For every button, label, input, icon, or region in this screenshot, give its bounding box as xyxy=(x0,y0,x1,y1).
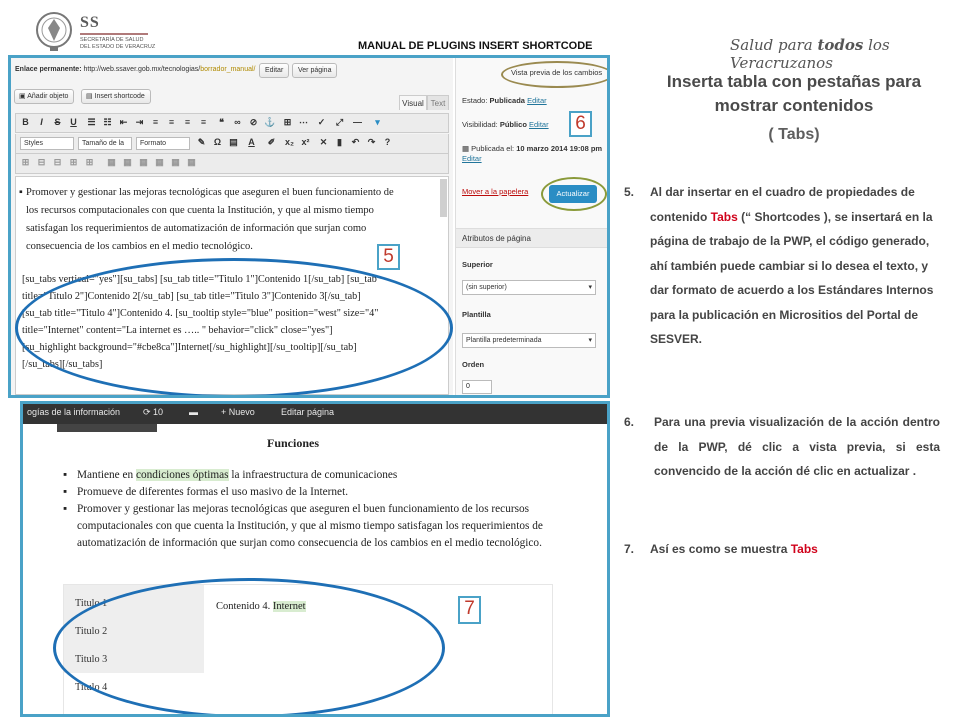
close-x-icon[interactable]: ✕ xyxy=(319,137,328,147)
cell-props-icon[interactable]: ▦ xyxy=(139,157,148,167)
functions-title: Funciones xyxy=(266,436,319,450)
blockquote-icon[interactable]: ❝ xyxy=(219,117,224,127)
published-label: Publicada el: xyxy=(471,144,515,153)
row-props-icon[interactable]: ▦ xyxy=(155,157,164,167)
col-insert-icon[interactable]: ⊞ xyxy=(69,157,78,167)
chevron-down-icon: ▾ xyxy=(588,337,592,344)
step-5 xyxy=(624,180,940,352)
subscript-icon[interactable]: x₂ xyxy=(284,137,294,147)
table-props-icon[interactable]: ⊞ xyxy=(21,157,30,167)
step-6 xyxy=(624,410,940,484)
text-color-icon[interactable]: A xyxy=(248,137,255,147)
media-icon: ▣ xyxy=(19,93,28,100)
chevron-down-icon: ▾ xyxy=(588,284,592,291)
editor-screenshot xyxy=(8,55,610,398)
anchor-icon[interactable]: ⚓ xyxy=(264,117,276,127)
section-subheading: ( Tabs) xyxy=(768,126,820,143)
tab-titulo-3[interactable]: Titulo 3 xyxy=(75,654,108,665)
redo-icon[interactable]: ↷ xyxy=(367,137,376,147)
bullet-icon: ▪ xyxy=(19,187,23,198)
editor-panel xyxy=(11,58,453,395)
bullet-icon: ▪ xyxy=(63,469,68,481)
step-5-text-before: Al dar insertar en el cuadro de propiedades de contenido xyxy=(650,185,915,224)
page-attributes-title: Atributos de página xyxy=(456,228,610,248)
step-6-text: Para una previa visualización de la acción dentro de la PWP, dé clic a vista previa, si esta convencido de la acción dé clic en actualizar . xyxy=(654,415,940,478)
admin-comments[interactable] xyxy=(143,407,163,418)
parent-select[interactable] xyxy=(462,280,596,295)
styles-select[interactable]: Styles xyxy=(20,137,74,150)
insert-more-icon[interactable]: ⋯ xyxy=(299,117,308,127)
callout-number-6: 6 xyxy=(569,111,592,137)
government-seal-logo xyxy=(34,10,74,52)
agency-divider xyxy=(80,33,148,35)
parent-label: Superior xyxy=(462,260,493,269)
slogan xyxy=(730,36,960,72)
refresh-icon: ⟳ xyxy=(143,407,154,417)
update-button[interactable]: Actualizar xyxy=(549,185,597,203)
edit-permalink-button[interactable]: Editar xyxy=(259,63,289,78)
format-select[interactable]: Formato xyxy=(136,137,190,150)
insert-shortcode-label: Insert shortcode xyxy=(94,93,145,100)
preview-screenshot xyxy=(20,401,610,717)
align-justify-icon[interactable]: ≡ xyxy=(200,117,207,127)
preview-changes-button[interactable]: Vista previa de los cambios xyxy=(511,68,603,77)
template-select[interactable] xyxy=(462,333,596,348)
agency-abbr: SS xyxy=(80,14,100,31)
callout-number-5: 5 xyxy=(377,244,400,270)
publish-sidebar xyxy=(455,58,610,395)
preview-highlight-ellipse xyxy=(501,61,610,88)
split-cells-icon[interactable]: ▦ xyxy=(123,157,132,167)
template-select-value: Plantilla predeterminada xyxy=(466,337,542,344)
order-input[interactable]: 0 xyxy=(462,380,492,394)
calendar-icon: ▦ xyxy=(462,144,472,153)
merge-cells-icon[interactable]: ▦ xyxy=(107,157,116,167)
toolbar-toggle-icon[interactable]: ▾ xyxy=(375,117,380,127)
admin-comments-count: 10 xyxy=(153,407,164,417)
align-right-icon[interactable]: ≡ xyxy=(184,117,191,127)
outdent-icon[interactable]: ⇤ xyxy=(119,117,128,127)
tab-visual[interactable]: Visual xyxy=(399,95,427,110)
align-center-icon[interactable]: ≡ xyxy=(168,117,175,127)
status-value: Publicada xyxy=(489,96,525,105)
functions-list xyxy=(63,467,553,552)
paste-icon[interactable]: ▤ xyxy=(229,137,238,147)
tab-titulo-1[interactable]: Titulo 1 xyxy=(75,598,108,609)
eraser-icon[interactable]: ✎ xyxy=(197,137,206,147)
bullet1-before: Mantiene en xyxy=(77,469,136,481)
callout-number-7: 7 xyxy=(458,596,481,624)
view-page-button[interactable]: Ver página xyxy=(292,63,337,78)
undo-icon[interactable]: ↶ xyxy=(351,137,360,147)
visibility-label: Visibilidad: xyxy=(462,120,498,129)
tabs-highlight-ellipse xyxy=(53,578,445,717)
order-label: Orden xyxy=(462,360,485,369)
special-char-icon[interactable]: Ω xyxy=(213,137,222,147)
plus-icon: + xyxy=(221,407,229,417)
superscript-icon[interactable]: x² xyxy=(301,137,310,147)
visibility-row xyxy=(462,120,549,129)
horizontal-rule-icon[interactable]: — xyxy=(353,117,362,127)
agency-name-line1: SECRETARÍA DE SALUD xyxy=(80,37,144,43)
numbered-list-icon[interactable]: ☷ xyxy=(103,117,112,127)
published-edit-row xyxy=(462,154,482,163)
visibility-value: Público xyxy=(499,120,527,129)
editor-body-text: Promover y gestionar las mejoras tecnológicas que aseguren el buen funcionamiento de los recursos computacionales con que cuenta la Institución, y que al mismo tiempo satisfagan los requerimientos de automatización de información que surjan como consecuencia de los cambios en el medio tecnológico. xyxy=(26,187,394,252)
add-object-button[interactable] xyxy=(14,89,74,104)
move-to-trash-link[interactable]: Mover a la papelera xyxy=(462,187,529,196)
bullet-icon: ▪ xyxy=(63,503,68,515)
step-5-highlight: Tabs xyxy=(710,209,738,224)
table-extra-icon[interactable]: ▦ xyxy=(187,157,196,167)
col-delete-icon[interactable]: ⊞ xyxy=(85,157,94,167)
fullscreen-icon[interactable]: ⤢ xyxy=(335,117,344,127)
template-label: Plantilla xyxy=(462,310,491,319)
status-label: Estado: xyxy=(462,96,488,105)
tab-content-text: Contenido 4. xyxy=(216,601,273,612)
generated-shortcode: [su_tabs vertical="yes"][su_tabs] [su_tab title="Titulo 1"]Contenido 1[/su_tab] [su_tab title="Titulo 2"]Contenido 2[/su_tab] [su_tab title="Titulo 3"]Contenido 3[/su_tab] [su_tab title="Titulo 4"]Contenido 4. [su_tooltip style="blue" position="west" size="4" title="Internet" content="La internet es ….. " behavior="click" close="yes"] [su_highlight background="#cbe8ca"]Internet[/su_highlight][/su_tooltip][/su_tab] [/su_tabs][/su_tabs] xyxy=(22,274,379,370)
tab-text[interactable]: Text xyxy=(427,95,449,110)
admin-bar xyxy=(23,404,607,424)
admin-site-name[interactable]: ogías de la información xyxy=(27,407,121,417)
published-edit-link[interactable]: Editar xyxy=(462,154,482,163)
published-date: 10 marzo 2014 19:08 pm xyxy=(516,144,603,153)
shortcode-highlight-ellipse xyxy=(15,258,453,398)
banner-image-strip xyxy=(57,424,157,432)
bullet1-after: la infraestructura de comunicaciones xyxy=(228,469,398,481)
published-row xyxy=(462,144,602,153)
tab-titulo-4[interactable]: Titulo 4 xyxy=(75,682,108,693)
editor-scrollbar[interactable] xyxy=(440,179,447,217)
step-7-highlight: Tabs xyxy=(790,542,818,556)
permalink-url[interactable]: http://web.ssaver.gob.mx/tecnologias/ xyxy=(83,66,201,73)
italic-icon[interactable]: I xyxy=(40,117,43,127)
bullet-icon: ▪ xyxy=(63,486,68,498)
bullet2-text: Promueve de diferentes formas el uso masivo de la Internet. xyxy=(77,486,349,498)
underline-icon[interactable]: U xyxy=(70,117,77,127)
spellcheck-icon[interactable]: ✓ xyxy=(317,117,326,127)
step-5-number: 5. xyxy=(624,185,635,199)
font-size-select[interactable]: Tamaño de la xyxy=(78,137,132,150)
step-7 xyxy=(624,537,940,562)
bullet-list-icon[interactable]: ☰ xyxy=(87,117,96,127)
bullet3-text: Promover y gestionar las mejoras tecnológicas que aseguren el buen funcionamiento de los recursos computacionales con que cuenta la Institución, y que al mismo tiempo satisfagan los requerimientos de automatización de información que surjan como consecuencia de los cambios en el medio tecnológico. xyxy=(77,503,543,549)
step-7-text-before: Así es como se muestra xyxy=(650,542,791,556)
shortcode-icon: ▤ xyxy=(86,93,95,100)
update-highlight-ellipse xyxy=(541,177,607,211)
list-item xyxy=(63,467,553,484)
unlink-icon[interactable]: ⊘ xyxy=(249,117,258,127)
row-insert-icon[interactable]: ⊟ xyxy=(37,157,46,167)
parent-select-value: (sin superior) xyxy=(466,284,507,291)
agency-name-line2: DEL ESTADO DE VERACRUZ xyxy=(80,44,156,50)
bullet1-highlight: condiciones óptimas xyxy=(135,469,229,481)
status-edit-link[interactable]: Editar xyxy=(527,96,547,105)
internet-tooltip-trigger[interactable]: Internet xyxy=(272,601,306,612)
list-item xyxy=(63,501,553,552)
media-library-icon[interactable]: ▮ xyxy=(337,137,342,147)
status-row xyxy=(462,96,547,105)
slogan-bold: todos xyxy=(817,36,864,54)
admin-new[interactable] xyxy=(221,407,255,417)
editor-bullet-text xyxy=(19,184,396,256)
permalink-slug[interactable]: borrador_manual/ xyxy=(200,66,256,73)
slogan-part2: los Veracruzanos xyxy=(730,36,890,72)
admin-new-label: Nuevo xyxy=(228,407,255,417)
admin-edit-page[interactable]: Editar página xyxy=(281,407,335,417)
agency-block xyxy=(80,14,200,51)
permalink-row xyxy=(15,66,255,73)
section-heading: Inserta tabla con pestañas para mostrar contenidos xyxy=(666,72,922,115)
delete-table-icon[interactable]: ▦ xyxy=(171,157,180,167)
editor-toolbar-row-1 xyxy=(15,113,449,133)
indent-icon[interactable]: ⇥ xyxy=(135,117,144,127)
add-object-label: Añadir objeto xyxy=(27,93,69,100)
comment-icon[interactable]: ▬ xyxy=(189,407,198,417)
row-delete-icon[interactable]: ⊟ xyxy=(53,157,62,167)
editor-toolbar-row-3 xyxy=(15,154,449,174)
strikethrough-icon[interactable]: S xyxy=(54,117,61,127)
align-left-icon[interactable]: ≡ xyxy=(152,117,159,127)
tab-titulo-2[interactable]: Titulo 2 xyxy=(75,626,108,637)
insert-shortcode-button[interactable] xyxy=(81,89,151,104)
slogan-part1: Salud para xyxy=(730,36,818,54)
visibility-edit-link[interactable]: Editar xyxy=(529,120,549,129)
table-icon[interactable]: ⊞ xyxy=(283,117,292,127)
bold-icon[interactable]: B xyxy=(22,117,29,127)
step-5-text-after: (“ Shortcodes ), se insertará en la página de trabajo de la PWP, el código generado, ahí también puede cambiar si lo desea el texto, y dar formato de acuerdo a los Estándares Internos para la publicación en Micrositios del Portal de SESVER. xyxy=(650,209,934,346)
list-item xyxy=(63,484,553,501)
step-7-number: 7. xyxy=(624,542,635,556)
help-icon[interactable]: ? xyxy=(384,137,391,147)
editor-toolbar-row-2 xyxy=(15,134,449,154)
permalink-label: Enlace permanente: xyxy=(15,66,82,73)
highlight-color-icon[interactable]: ✐ xyxy=(267,137,276,147)
link-icon[interactable]: ∞ xyxy=(234,117,241,127)
step-6-number: 6. xyxy=(624,415,635,429)
manual-title: MANUAL DE PLUGINS INSERT SHORTCODE xyxy=(358,40,593,52)
